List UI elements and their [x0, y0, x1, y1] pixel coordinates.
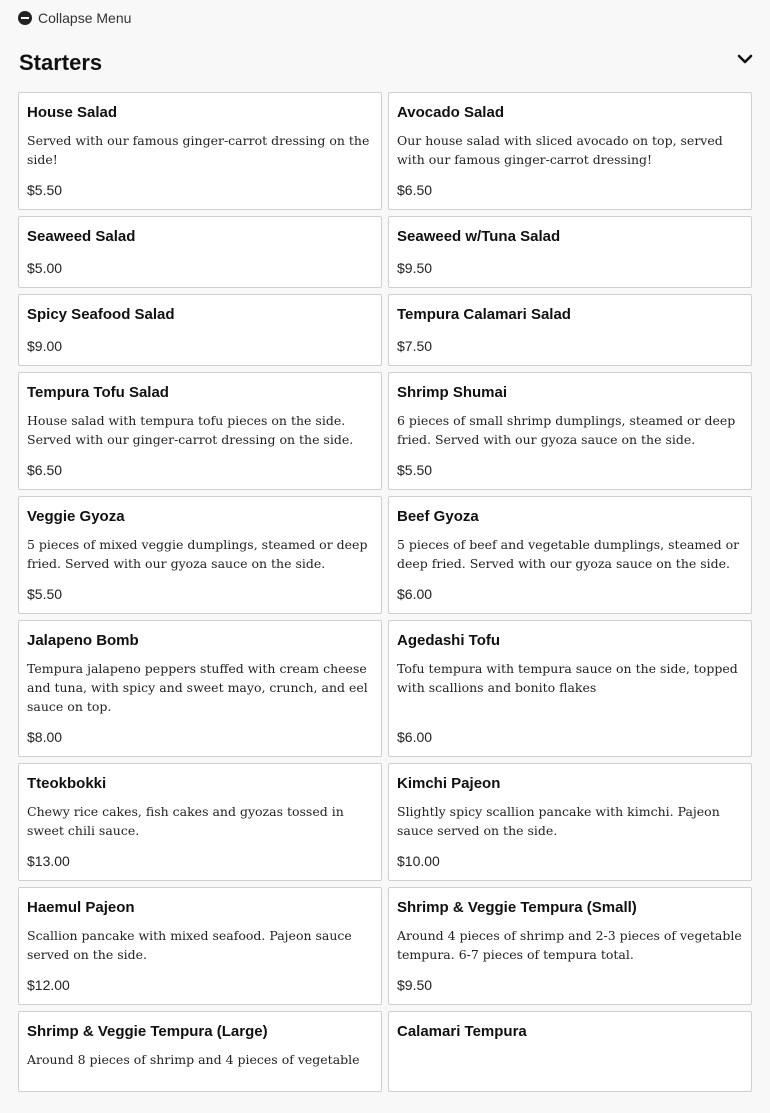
menu-item-name: Calamari Tempura [397, 1023, 527, 1040]
menu-item-name: Kimchi Pajeon [397, 775, 501, 792]
collapse-menu-button[interactable] [18, 10, 131, 26]
menu-item-card[interactable] [388, 294, 752, 366]
menu-item-price [27, 1069, 373, 1081]
menu-item-card[interactable] [18, 620, 382, 757]
menu-item-description: 5 pieces of beef and vegetable dumplings, steamed or deep fried. Served with our gyoza sauce on the side. [397, 537, 740, 571]
menu-item-name: Shrimp Shumai [397, 384, 508, 401]
collapse-menu-label: Collapse Menu [38, 10, 132, 26]
menu-item-price: $6.00 [397, 586, 433, 602]
chevron-down-icon[interactable] [737, 51, 753, 67]
menu-item-card[interactable] [388, 372, 752, 490]
menu-item-name: House Salad [27, 104, 118, 121]
menu-item-price: $6.50 [27, 462, 63, 478]
menu-item-price [397, 1069, 743, 1081]
menu-item-name: Tempura Calamari Salad [397, 306, 571, 323]
menu-item-description: Chewy rice cakes, fish cakes and gyozas tossed in sweet chili sauce. [27, 804, 344, 838]
menu-item-card[interactable] [18, 216, 382, 288]
menu-item-name: Shrimp & Veggie Tempura (Large) [27, 1023, 268, 1040]
menu-item-card[interactable] [388, 1011, 752, 1092]
menu-item-description: Tofu tempura with tempura sauce on the side, topped with scallions and bonito flakes [397, 661, 738, 695]
menu-item-card[interactable] [18, 294, 382, 366]
menu-item-description: Around 4 pieces of shrimp and 2-3 pieces of vegetable tempura. 6-7 pieces of tempura total. [397, 928, 742, 962]
menu-item-description: 6 pieces of small shrimp dumplings, steamed or deep fried. Served with our gyoza sauce on the side. [397, 413, 736, 447]
menu-item-card[interactable] [388, 496, 752, 614]
menu-item-card[interactable] [388, 216, 752, 288]
menu-item-description: Tempura jalapeno peppers stuffed with cream cheese and tuna, with spicy and sweet mayo, crunch, and eel sauce on top. [27, 661, 368, 714]
menu-item-description: Slightly spicy scallion pancake with kimchi. Pajeon sauce served on the side. [397, 804, 720, 838]
menu-item-price: $10.00 [397, 853, 440, 869]
menu-item-price: $5.00 [27, 260, 63, 276]
menu-item-price: $5.50 [27, 182, 63, 198]
menu-item-card[interactable] [388, 620, 752, 757]
section-title: Starters [19, 50, 103, 75]
menu-item-card[interactable] [388, 887, 752, 1005]
menu-item-price: $7.50 [397, 338, 433, 354]
menu-item-price: $5.50 [27, 586, 63, 602]
menu-item-price: $12.00 [27, 977, 70, 993]
menu-item-card[interactable] [18, 1011, 382, 1092]
menu-item-name: Tempura Tofu Salad [27, 384, 169, 401]
menu-item-card[interactable] [18, 763, 382, 881]
menu-item-card[interactable] [18, 496, 382, 614]
menu-item-price: $13.00 [27, 853, 70, 869]
menu-item-description: Served with our famous ginger-carrot dressing on the side! [27, 133, 370, 167]
menu-item-name: Haemul Pajeon [27, 899, 135, 916]
menu-item-card[interactable] [388, 763, 752, 881]
menu-item-description: House salad with tempura tofu pieces on the side. Served with our ginger-carrot dressing on the side. [27, 413, 354, 447]
menu-item-price: $9.50 [397, 260, 433, 276]
menu-item-price: $5.50 [397, 462, 433, 478]
menu-item-card[interactable] [18, 887, 382, 1005]
menu-item-description: 5 pieces of mixed veggie dumplings, steamed or deep fried. Served with our gyoza sauce on the side. [27, 537, 368, 571]
menu-item-description: Around 8 pieces of shrimp and 4 pieces of vegetable [27, 1052, 360, 1067]
menu-item-name: Beef Gyoza [397, 508, 479, 525]
menu-item-card[interactable] [388, 92, 752, 210]
menu-item-price: $6.50 [397, 182, 433, 198]
menu-items-grid [18, 92, 752, 1092]
menu-item-name: Agedashi Tofu [397, 632, 501, 649]
menu-item-name: Seaweed w/Tuna Salad [397, 228, 561, 245]
menu-item-name: Seaweed Salad [27, 228, 136, 245]
menu-item-price: $9.00 [27, 338, 63, 354]
menu-item-name: Tteokbokki [27, 775, 107, 792]
menu-item-name: Spicy Seafood Salad [27, 306, 175, 323]
menu-item-description: Our house salad with sliced avocado on top, served with our famous ginger-carrot dressing! [397, 133, 723, 167]
menu-item-description: Scallion pancake with mixed seafood. Pajeon sauce served on the side. [27, 928, 352, 962]
menu-item-name: Jalapeno Bomb [27, 632, 139, 649]
minus-circle-icon [18, 11, 32, 25]
menu-item-card[interactable] [18, 372, 382, 490]
menu-item-name: Veggie Gyoza [27, 508, 125, 525]
menu-item-name: Shrimp & Veggie Tempura (Small) [397, 899, 637, 916]
menu-item-price: $6.00 [397, 729, 433, 745]
menu-item-price: $8.00 [27, 729, 63, 745]
menu-item-name: Avocado Salad [397, 104, 504, 121]
menu-item-price: $9.50 [397, 977, 433, 993]
menu-item-card[interactable] [18, 92, 382, 210]
